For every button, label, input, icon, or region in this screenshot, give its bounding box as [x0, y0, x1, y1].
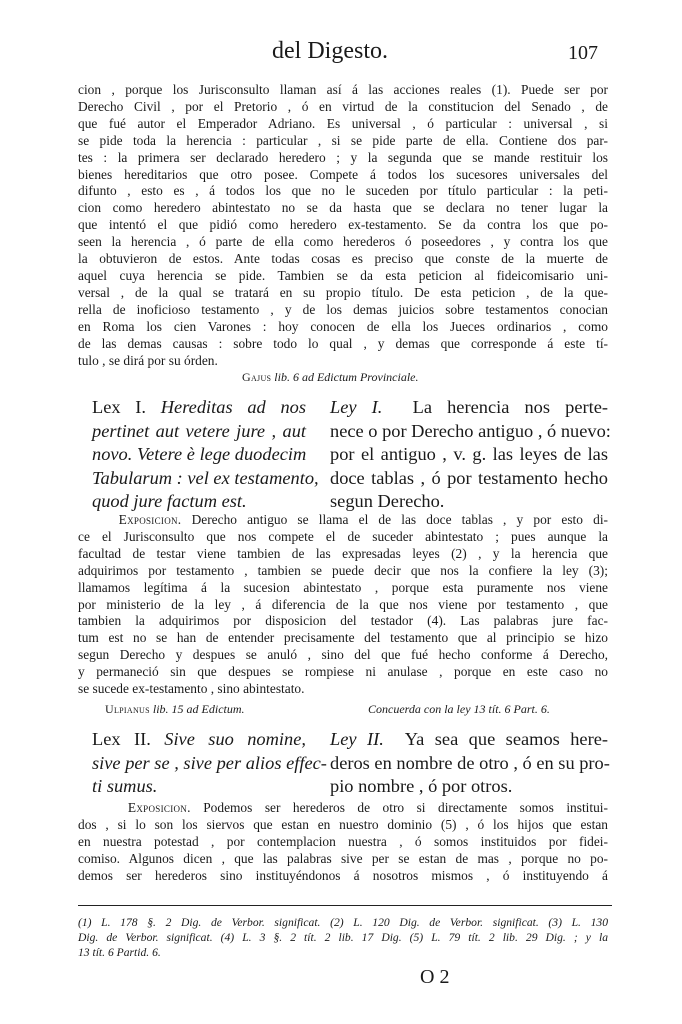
text-line: novo. Vetere è lege duodecim: [92, 444, 307, 465]
page-header: [0, 38, 682, 78]
text-line: difunto , esto es , á todos los que no le suceden por título particular : la peti-: [78, 183, 608, 199]
text-line: de las demas causas : sobre todo lo qual , y demas que corresponde á este tí-: [78, 335, 608, 351]
text-line: Derecho antiguo se llama el de las doce tablas , y por esto di-: [191, 512, 608, 527]
law2-concordance: [368, 702, 550, 717]
spanish-heading: Ley I.: [330, 397, 383, 417]
text-line: Sive suo nomine,: [164, 729, 306, 749]
signature-mark: O 2: [420, 966, 450, 988]
text-line: y permaneció sin que despues se rompiese ni anulase , porque en este caso no: [78, 664, 608, 680]
text-line: nece o por Derecho antiguo , ó nuevo:: [330, 420, 611, 441]
law2-attribution: [105, 702, 245, 717]
text-line: Hereditas ad nos: [160, 397, 306, 417]
latin-heading: Lex I.: [92, 397, 147, 417]
spanish-heading: Ley II.: [330, 729, 384, 749]
page-number: 107: [568, 42, 598, 64]
attribution-source: lib. 15 ad Edictum.: [152, 702, 245, 716]
text-line: quod jure factum est.: [92, 491, 247, 512]
text-line: dos , si lo son los siervos que estan en nuestro dominio (5) , ó los hijos que estan: [78, 816, 608, 832]
text-line: segun Derecho.: [330, 491, 445, 512]
text-line: seen la herencia , ó parte de ella como herederos ó poseedores , y contra los que: [78, 234, 608, 250]
footnote-divider: [78, 905, 612, 906]
exposition-label: Exposicion.: [127, 800, 191, 815]
text-line: tulo , se dirá por su órden.: [78, 352, 218, 368]
text-line: en nuestra potestad , por contemplacion nuestra , ó somos instituidos por fidei-: [78, 833, 608, 849]
intro-paragraph: [78, 82, 608, 369]
text-line: ti sumus.: [92, 776, 158, 797]
text-line: rella de inoficioso testamento , y de los demas juicios sobre testamentos conocian: [78, 301, 608, 317]
text-line: tambien la adquirimos por disposicion del testador (4). Las palabras jure fac-: [78, 613, 608, 629]
text-line: pertinet aut vetere jure , aut: [92, 420, 306, 441]
text-line: pio nombre , ó por otros.: [330, 776, 513, 797]
footnote-line: Dig. de Verbor. significat. (4) L. 3 §. 2 tít. 2 lib. 17 Dig. (5) L. 79 tít. 2 lib. 29 Dig. ; y la: [78, 931, 608, 944]
text-line: Derecho Civil , por el Pretorio , ó en virtud de la constitucion del Senado , de: [78, 98, 608, 114]
text-line: deros en nombre de otro , ó en su pro-: [330, 752, 610, 773]
text-line: se pide toda la herencia : particular , si se pide parte de ella. Contiene dos par-: [78, 132, 608, 148]
text-line: demos ser herederos sino instituyéndonos á nosotros mismos , ó instituyendo á: [78, 867, 608, 883]
footnote-line: (1) L. 178 §. 2 Dig. de Verbor. significat. (2) L. 120 Dig. de Verbor. significat. (3) L. 130: [78, 916, 608, 929]
footnotes: [78, 915, 608, 960]
running-title: del Digesto.: [272, 38, 388, 64]
law1-attribution: [242, 370, 419, 385]
text-line: doce tablas , ó por testamento hecho: [330, 467, 608, 488]
text-line: bienes hereditarios que otro posee. Compete á todos los sucesores universales del: [78, 166, 608, 182]
attribution-author: Ulpianus: [105, 702, 150, 716]
text-line: cion , porque los Jurisconsulto llaman así á las acciones reales (1). Puede ser por: [78, 82, 608, 97]
text-line: segun Derecho y despues se anuló , sino del que fué hecho conforme á Derecho,: [78, 647, 608, 663]
text-line: ce el Jurisconsulto que nos compete el de suceder abintestato ; pues aunque la: [78, 528, 608, 544]
text-line: adquirimos por testamento , tambien se puede decir que nos la confiere la ley (3);: [78, 562, 608, 578]
text-line: la obtuvieron de estos. Ante todas cosas es preciso que conste de la muerte de: [78, 251, 608, 267]
footnote-line: 13 tít. 6 Partid. 6.: [78, 946, 161, 959]
exposition-2: [78, 800, 608, 885]
text-line: llamamos legítima á la sucesion abintestato , porque esta puramente nos viene: [78, 579, 608, 595]
text-line: sive per se , sive per alios effec-: [92, 752, 327, 773]
attribution-source: lib. 6 ad Edictum Provinciale.: [274, 370, 419, 384]
law1-spanish-text: [330, 396, 611, 514]
text-line: comiso. Algunos dicen , que las palabras sive per se estan de mas , porque no po-: [78, 850, 608, 866]
text-line: en Roma los cien Varones : hoy conocen de ella los Jueces ordinarios , como: [78, 318, 608, 334]
text-line: Podemos ser herederos de otro si directamente somos institui-: [203, 800, 608, 815]
text-line: aquel cuya herencia se pide. Tambien se da esta peticion al fideicomisario uni-: [78, 267, 608, 283]
text-line: tum est no se han de entender precisamente del testamento que al principio se hizo: [78, 630, 608, 646]
text-line: que fué autor el Emperador Adriano. Es universal , ó particular : universal , si: [78, 115, 608, 131]
concordance-note: Concuerda con la ley 13 tít. 6 Part. 6.: [368, 702, 550, 716]
text-line: que intentó el que pidió como heredero ex-testamento. Se da contra los que po-: [78, 217, 608, 233]
text-line: Tabularum : vel ex testamento,: [92, 467, 319, 488]
law2-latin-text: [92, 728, 327, 799]
law1-latin-text: [92, 396, 319, 514]
exposition-label: Exposicion.: [118, 512, 182, 527]
latin-heading: Lex II.: [92, 729, 151, 749]
text-line: versal , de la qual se tratará en su propio título. De esta peticion , de la que-: [78, 284, 608, 300]
text-line: cion como heredero abintestato no se da hasta que se declara no tener lugar la: [78, 200, 608, 216]
exposition-1: [78, 512, 608, 698]
law2-spanish-text: [330, 728, 608, 799]
text-line: por el antiguo , v. g. las leyes de las: [330, 444, 608, 465]
attribution-author: Gajus: [242, 370, 272, 384]
text-line: por ministerio de la ley , á diferencia de la que nos viene por testamento , que: [78, 596, 608, 612]
text-line: La herencia nos perte-: [412, 397, 609, 417]
text-line: facultad de testar viene tambien de las expresadas leyes (2) , y la herencia que: [78, 545, 608, 561]
text-line: se sucede ex-testamento , sino abintestato.: [78, 681, 305, 697]
text-line: tes : la primera ser declarado heredero ; y la segunda que se mande restituir los: [78, 149, 608, 165]
text-line: Ya sea que seamos here-: [404, 729, 609, 749]
